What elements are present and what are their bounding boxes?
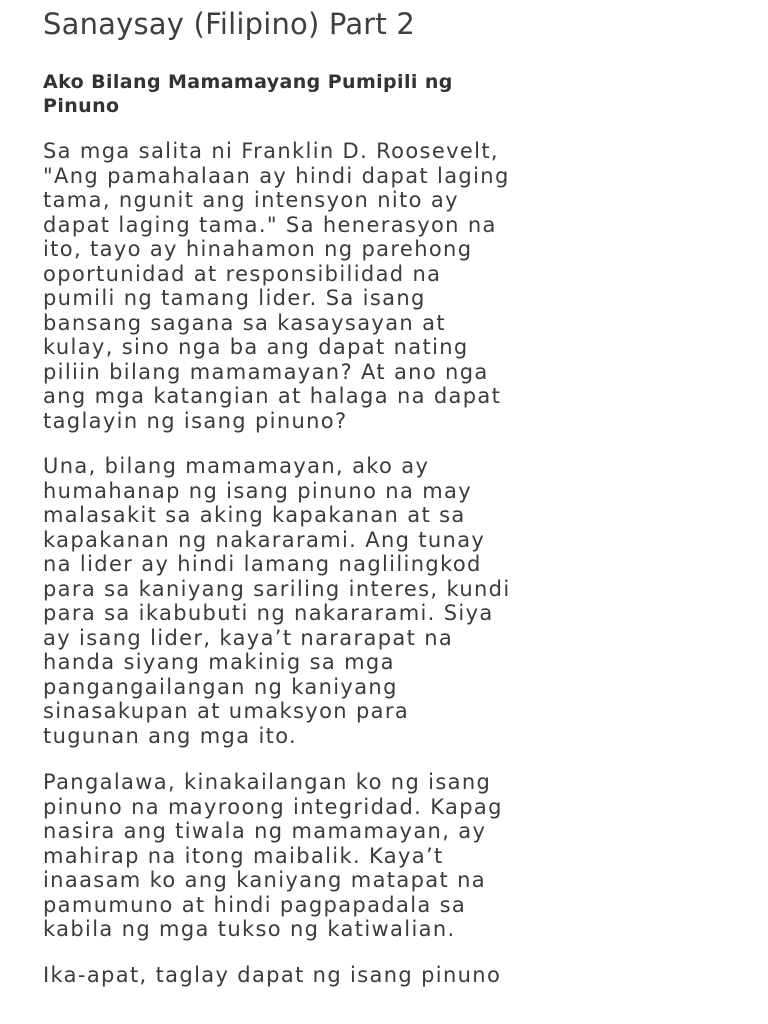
paragraph-una	[43, 454, 733, 748]
paragraph-line: tugunan ang mga ito.	[43, 723, 298, 748]
essay-subtitle	[43, 70, 733, 118]
paragraph-line: ito, tayo ay hinahamon ng parehong	[43, 237, 473, 261]
paragraph-line: ay isang lider, kaya’t nararapat na	[43, 625, 454, 650]
paragraph-line: pinuno na mayroong integridad. Kapag	[43, 794, 503, 819]
paragraph-line: Ika-apat, taglay dapat ng isang pinuno	[43, 962, 502, 987]
paragraph-ika-apat	[43, 963, 733, 988]
paragraph-line: piliin bilang mamamayan? At ano nga	[43, 359, 489, 384]
paragraph-introduction	[43, 139, 733, 433]
paragraph-line: Una, bilang mamamayan, ako ay	[43, 454, 430, 478]
paragraph-line: malasakit sa aking kapakanan at sa	[43, 503, 466, 527]
paragraph-line: para sa ikabubuti ng nakararami. Siya	[43, 601, 494, 625]
paragraph-line: Sa mga salita ni Franklin D. Roosevelt,	[43, 139, 499, 163]
paragraph-line: kapakanan ng nakararami. Ang tunay	[43, 527, 486, 552]
paragraph-line: sinasakupan at umaksyon para	[43, 699, 410, 723]
paragraph-line: handa siyang makinig sa mga	[43, 650, 395, 674]
paragraph-line: pamumuno at hindi pagpapadala sa	[43, 892, 467, 917]
paragraph-line: humahanap ng isang pinuno na may	[43, 478, 473, 503]
paragraph-line: bansang sagana sa kasaysayan at	[43, 310, 446, 335]
paragraph-line: ang mga katangian at halaga na dapat	[43, 384, 502, 408]
paragraph-line: dapat laging tama." Sa henerasyon na	[43, 212, 497, 237]
paragraph-line: tama, ngunit ang intensyon nito ay	[43, 188, 459, 212]
paragraph-line: inaasam ko ang kaniyang matapat na	[43, 868, 486, 892]
paragraph-line: kabila ng mga tukso ng katiwalian.	[43, 917, 456, 941]
paragraph-line: Pangalawa, kinakailangan ko ng isang	[43, 770, 492, 794]
paragraph-pangalawa	[43, 770, 733, 942]
paragraph-line: na lider ay hindi lamang naglilingkod	[43, 552, 482, 576]
paragraph-line: pangangailangan ng kaniyang	[43, 674, 398, 699]
paragraph-line: para sa kaniyang sariling interes, kundi	[43, 576, 511, 601]
paragraph-line: kulay, sino nga ba ang dapat nating	[43, 335, 469, 359]
paragraph-line: oportunidad at responsibilidad na	[43, 261, 442, 286]
paragraph-line: "Ang pamahalaan ay hindi dapat laging	[43, 163, 510, 188]
document-page	[43, 0, 733, 987]
paragraph-line: pumili ng tamang lider. Sa isang	[43, 286, 426, 310]
page-title: Sanaysay (Filipino) Part 2	[43, 7, 416, 41]
paragraph-line: mahirap na itong maibalik. Kaya’t	[43, 843, 444, 868]
subtitle-line: Ako Bilang Mamamayang Pumipili ng	[43, 71, 453, 93]
paragraph-line: taglayin ng isang pinuno?	[43, 408, 348, 433]
subtitle-line: Pinuno	[43, 95, 120, 117]
paragraph-line: nasira ang tiwala ng mamamayan, ay	[43, 819, 487, 843]
